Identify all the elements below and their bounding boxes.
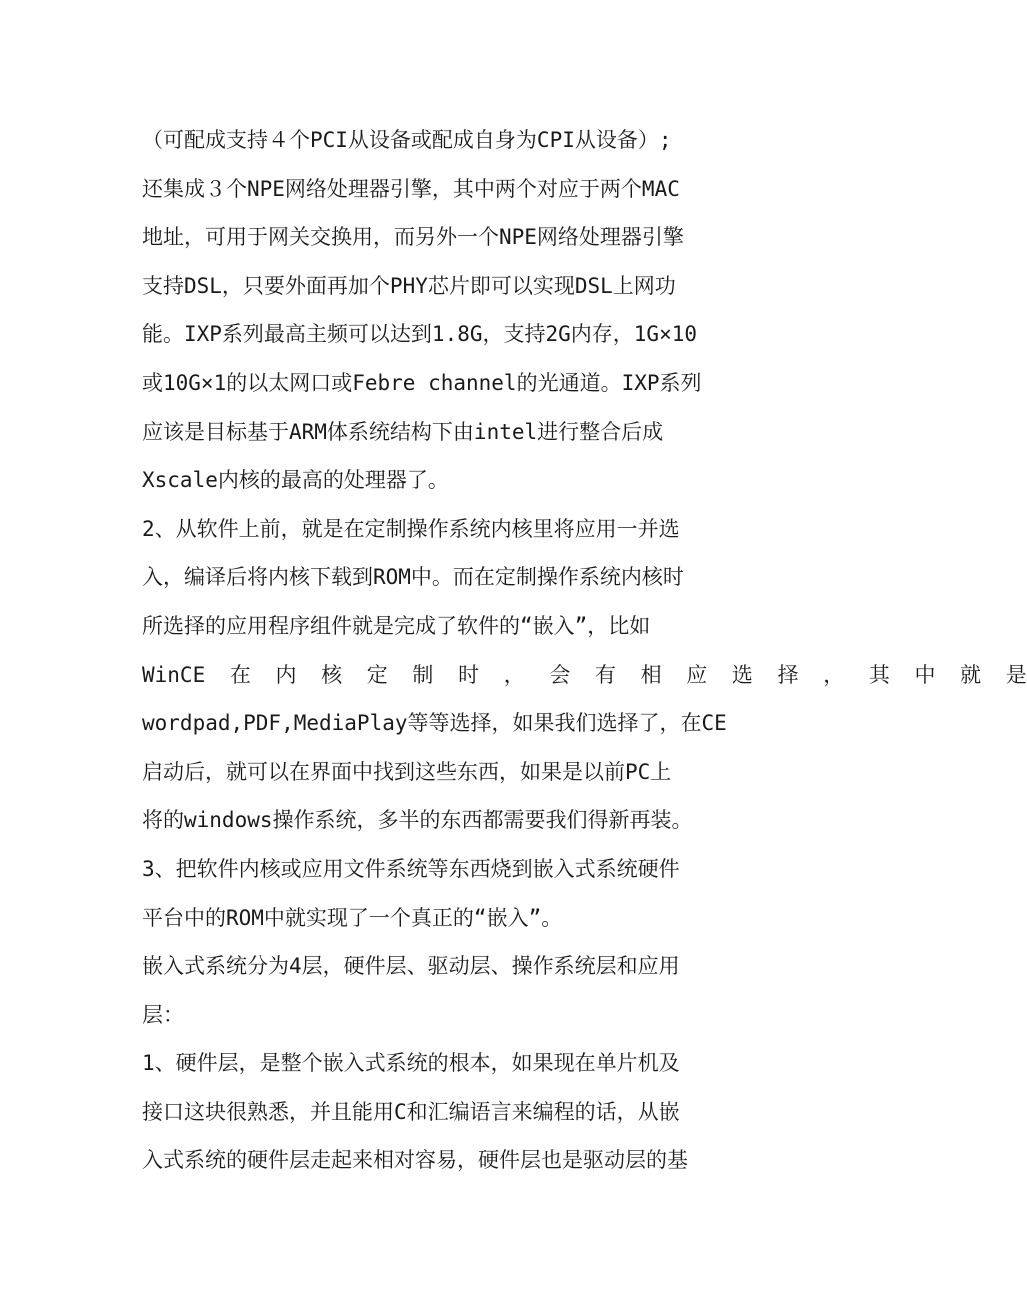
text-line: Xscale内核的最高的处理器了。 [142,468,449,493]
text-line: 层： [142,1002,184,1027]
text-line: 支持DSL，只要外面再加个PHY芯片即可以实现DSL上网功 [142,273,676,298]
text-line: 能。IXP系列最高主频可以达到1.8G，支持2G内存，1G×10 [142,322,698,347]
text-line: 入，编译后将内核下载到ROM中。而在定制操作系统内核时 [142,565,684,590]
text-line: 应该是目标基于ARM体系统结构下由intel进行整合后成 [142,419,664,444]
text-line: 平台中的ROM中就实现了一个真正的“嵌入”。 [142,905,563,930]
text-line: 所选择的应用程序组件就是完成了软件的“嵌入”，比如 [142,613,651,638]
text-line: 启动后，就可以在界面中找到这些东西，如果是以前PC上 [142,759,672,784]
text-line: 1、硬件层，是整个嵌入式系统的根本，如果现在单片机及 [142,1051,680,1076]
text-line: 3、把软件内核或应用文件系统等东西烧到嵌入式系统硬件 [142,856,680,881]
text-line: 地址，可用于网关交换用，而另外一个NPE网络处理器引擎 [142,225,684,250]
text-line: wordpad,PDF,MediaPlay等等选择，如果我们选择了，在CE [142,711,727,736]
text-line: 嵌入式系统分为4层，硬件层、驱动层、操作系统层和应用 [142,954,680,979]
text-line: （可配成支持４个PCI从设备或配成自身为CPI从设备）; [142,128,672,152]
text-line: 接口这块很熟悉，并且能用C和汇编语言来编程的话，从嵌 [142,1099,680,1124]
text-line: 还集成３个NPE网络处理器引擎，其中两个对应于两个MAC [142,176,680,201]
document-body [142,116,1027,1185]
text-line: 2、从软件上前，就是在定制操作系统内核里将应用一并选 [142,516,680,541]
text-line: 或10G×1的以太网口或Febre channel的光通道。IXP系列 [142,370,702,395]
text-line: WinCE 在 内 核 定 制 时 ， 会 有 相 应 选 择 ， 其 中 就 是 [142,662,1027,687]
text-line: 入式系统的硬件层走起来相对容易，硬件层也是驱动层的基 [142,1148,688,1173]
text-line: 将的windows操作系统，多半的东西都需要我们得新再装。 [142,808,693,833]
